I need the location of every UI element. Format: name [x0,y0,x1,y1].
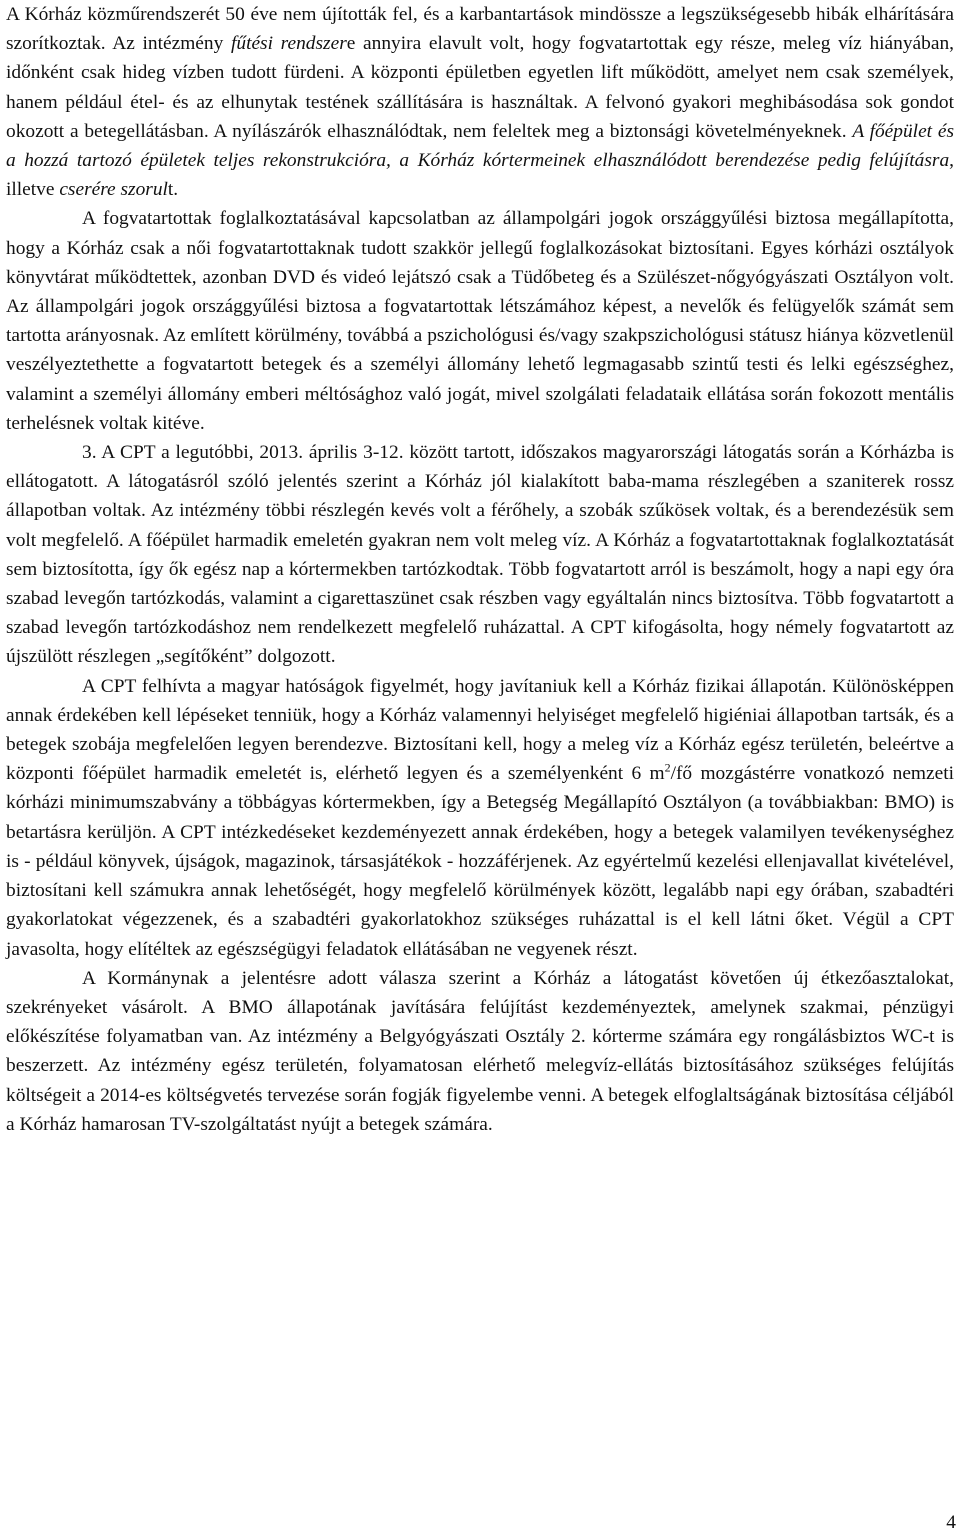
paragraph-employment: A fogvatartottak foglalkoztatásával kapcsolatban az állampolgári jogok országgyűlési biztosa megállapította, hogy a Kórház csak a női fogvatartottaknak tudott szakkör jellegű foglalkozásokat biztosítani. Egyes kórházi osztályok könyvtárat működtettek, azonban DVD és videó lejátszó csak a Tüdőbeteg és a Szülészet-nőgyógyászati Osztályon volt. Az állampolgári jogok országgyűlési biztosa a fogvatartottak létszámához képest, a nevelők és felügyelők számát sem tartotta arányosnak. Az említett körülmény, továbbá a pszichológusi és/vagy szakpszichológusi státusz hiánya közvetlenül veszélyeztethette a fogvatartott betegek és a személyi állomány lehető legmagasabb szintű testi és lelki egészséghez, valamint a személyi állomány emberi méltósághoz való jogát, mivel szolgálati feladataik ellátása során fokozott mentális terhelésnek voltak kitéve. [6,208,954,434]
page-number: 4 [946,1512,956,1533]
paragraph-cpt-visit: 3. A CPT a legutóbbi, 2013. április 3-12. között tartott, időszakos magyarországi látogatás során a Kórházba is ellátogatott. A látogatásról szóló jelentés szerint a Kórház jól kialakított baba-mama részlegében a szaniterek rossz állapotban voltak. Az intézmény többi részlegén kevés volt a férőhely, a szobák szűkösek voltak, és a berendezésük sem volt megfelelő. A főépület harmadik emeletén gyakran nem volt meleg víz. A Kórház a fogvatartottaknak foglalkoztatását sem biztosította, így ők egész nap a kórtermekben tartózkodtak. Több fogvatartott arról is beszámolt, hogy a napi egy óra szabad levegőn tartózkodás, valamint a cigarettaszünet csak részben vagy egyáltalán nincs biztosítva. Több fogvatartott a szabad levegőn tartózkodáshoz nem rendelkezett megfelelő ruházattal. A CPT kifogásolta, hogy némely fogvatartott az újszülött részlegen „segítőként” dolgozott. [6,442,954,668]
text-span: /fő mozgástérre vonatkozó nemzeti kórházi minimumszabvány a többágyas kórtermekben, így a Betegség Megállapító Osztályon (a továbbiakban: BMO) is betartásra kerüljön. A CPT intézkedéseket kezdeményezett annak érdekében, hogy a betegek valamilyen tevékenységhez is - például könyvek, újságok, magazinok, társasjátékok - hozzáférjenek. Az egyértelmű kezelési ellenjavallat kivételével, biztosítani kell számukra annak lehetőségét, hogy megfelelő körülmények között, legalább napi egy órában, szabadtéri gyakorlatokat végezzenek, és a szabadtéri gyakorlatokhoz szükséges ruházattal is el kell látni őket. Végül a CPT javasolta, hogy elítéltek az egészségügyi feladatok ellátásában ne vegyenek részt. [6,763,954,960]
paragraph-infrastructure [6,0,954,204]
paragraph-government-response: A Kormánynak a jelentésre adott válasza szerint a Kórház a látogatást követően új étkezőasztalokat, szekrényeket vásárolt. A BMO állapotának javítására felújítást kezdeményeztek, amelynek szakmai, pénzügyi előkészítése folyamatban van. Az intézmény a Belgyógyászati Osztály 2. kórterme számára egy rongálásbiztos WC-t is beszerzett. Az intézmény egész területén, folyamatosan elérhető melegvíz-ellátás biztosításához szükséges felújítás költségeit a 2014-es költségvetés tervezése során fogják figyelembe venni. A betegek elfoglaltságának biztosítása céljából a Kórház hamarosan TV-szolgáltatást nyújt a betegek számára. [6,967,954,1135]
text-span: e annyira elavult volt, hogy fogvatartottak egy része, meleg víz hiányában, időnként csak hideg vízben tudott fürdeni. A központi épületben egyetlen lift működött, amelyet nem csak személyek, hanem például étel- és az elhunytak testének szállítására is használtak. A felvonó gyakori meghibásodása sok gondot okozott a betegellátásban. A nyílászárók elhasználódtak, nem feleltek meg a biztonsági követelményeknek. [6,33,954,142]
text-span: , illetve [6,150,954,201]
document-body [6,0,954,1139]
italic-span: fűtési rendszer [230,33,347,55]
italic-span: cserére szorul [59,179,168,201]
superscript: 2 [664,760,671,775]
text-span: A CPT felhívta a magyar hatóságok figyelmét, hogy javítaniuk kell a Kórház fizikai állapotán. Különösképpen annak érdekében kell lépéseket tenniük, hogy a Kórház valamennyi helyiséget megfelelő higiéniai állapotban tartsák, és a betegek szobája megfelelően legyen berendezve. Biztosítani kell, hogy a meleg víz a Kórház egész területén, beleértve a központi főépület harmadik emeletét is, elérhető legyen és a személyenként 6 m [6,675,954,785]
text-span: t. [167,179,179,201]
text-span: A Kórház közműrendszerét 50 éve nem újították fel, és a karbantartások mindössze a legszükségesebb hibák elhárítására szorítkoztak. Az intézmény [6,4,954,55]
paragraph-cpt-recommendations [6,672,954,964]
italic-span: A főépület és a hozzá tartozó épületek teljes rekonstrukcióra, a Kórház kórtermeinek elhasználódott berendezése pedig felújításra [6,120,954,172]
